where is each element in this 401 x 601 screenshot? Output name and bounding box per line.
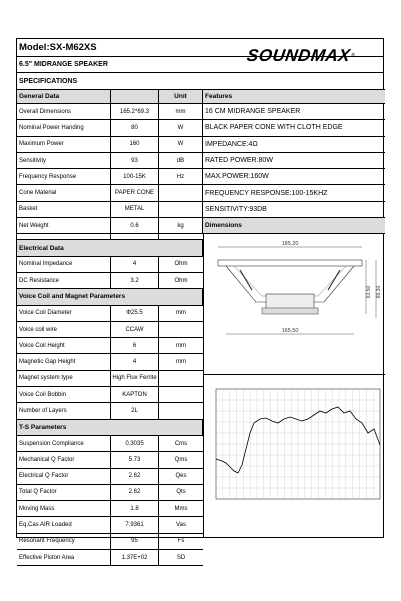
ts-row: [17, 436, 203, 452]
frequency-response-graph: [204, 375, 385, 515]
general-unit: mm: [159, 104, 203, 119]
general-header-row: [17, 90, 385, 104]
param-value: 2.62: [111, 485, 159, 500]
general-unit: W: [159, 120, 203, 135]
general-row: [17, 202, 385, 218]
spec-grid: [17, 89, 385, 234]
param-unit: mm: [176, 342, 186, 349]
param-unit: Ohm: [174, 261, 188, 268]
unit-heading: Unit: [159, 90, 203, 103]
general-unit: [159, 202, 203, 217]
general-row: [17, 169, 385, 185]
specifications-row: [17, 73, 383, 89]
param-label: Voice coil wire: [17, 322, 111, 337]
model-title: Model:SX-M62XS: [19, 42, 97, 53]
ts-row: [17, 501, 203, 517]
general-value: 100-15K: [111, 169, 159, 184]
spec-sheet: [16, 38, 384, 561]
general-value: 165.2*69.3: [111, 104, 159, 119]
param-value: Φ25.5: [111, 306, 159, 321]
general-row: [17, 185, 385, 201]
param-unit: Cms: [174, 440, 188, 447]
param-label: Number of Layers: [17, 403, 111, 418]
features-heading: Features: [205, 93, 233, 100]
ts-row: [17, 485, 203, 501]
registered-mark: ®: [351, 53, 355, 59]
bottom-dimension-label: 165.50: [281, 328, 299, 335]
general-row: [17, 153, 385, 169]
basket-spokes: [240, 270, 340, 290]
param-label: Moving Mass: [17, 501, 111, 516]
ts-row: [17, 469, 203, 485]
speaker-flange: [218, 260, 362, 266]
voice-coil-heading: Voice Coil and Magnet Parameters: [17, 289, 203, 305]
param-value: 1.37E+02: [111, 550, 159, 565]
param-value: 4: [111, 257, 159, 272]
voice-row: [17, 387, 203, 403]
side-dimension-label-1: 63.50: [366, 286, 372, 299]
general-label: Basket: [17, 202, 111, 217]
general-unit: W: [159, 137, 203, 152]
spacer-cell: [111, 234, 159, 239]
dimensions-heading: Dimensions: [203, 218, 385, 233]
param-unit: SD: [176, 554, 186, 561]
param-value: 0.3035: [111, 436, 159, 451]
param-label: Voice Coil Diameter: [17, 306, 111, 321]
magnet-plate: [262, 308, 318, 314]
ts-row: [17, 517, 203, 533]
param-unit: mm: [176, 359, 186, 366]
param-value: 2.62: [111, 469, 159, 484]
param-unit: [159, 371, 203, 386]
ts-parameters-heading: T-S Parameters: [17, 420, 203, 436]
general-row: [17, 218, 385, 234]
product-name: 6.5" MIDRANGE SPEAKER: [19, 61, 108, 68]
param-label: Total Q Factor: [17, 485, 111, 500]
parameter-column: [17, 234, 203, 566]
spacer-cell: [159, 234, 203, 239]
general-label: Frequency Response: [17, 169, 111, 184]
feature-item: FREQUENCY RESPONSE:100-15KHZ: [205, 189, 328, 197]
feature-item: 16 CM MIDRANGE SPEAKER: [205, 108, 301, 116]
ts-row: [17, 452, 203, 468]
param-unit: Mms: [174, 505, 188, 512]
param-unit: [159, 387, 203, 402]
param-value: 5.73: [111, 452, 159, 467]
param-unit: Qms: [174, 456, 188, 463]
general-value: 93: [111, 153, 159, 168]
voice-row: [17, 306, 203, 322]
general-row: [17, 120, 385, 136]
param-label: Suspension Compliance: [17, 436, 111, 451]
speaker-cone: [234, 266, 346, 296]
param-label: Resonant Frequency: [17, 534, 111, 549]
param-value: KAPTON: [111, 387, 159, 402]
param-value: 4: [111, 354, 159, 369]
param-label: Magnetic Gap Height: [17, 354, 111, 369]
general-value: 0.6: [111, 218, 159, 233]
brand-logo: [217, 39, 385, 73]
param-value: 95: [111, 534, 159, 549]
param-value: 2L: [111, 403, 159, 418]
general-row: [17, 137, 385, 153]
param-label: Electrical Q Factor: [17, 469, 111, 484]
specifications-label: SPECIFICATIONS: [19, 77, 78, 85]
param-value: 3.2: [111, 273, 159, 288]
param-unit: [159, 322, 203, 337]
param-unit: Vas: [176, 522, 186, 529]
general-value: 80: [111, 120, 159, 135]
param-unit: Fs: [177, 538, 185, 545]
feature-item: SENSITIVITY:93DB: [205, 205, 267, 213]
param-label: Voice Coil Height: [17, 338, 111, 353]
general-unit: dB: [159, 153, 203, 168]
param-label: Nominal Impedance: [17, 257, 111, 272]
voice-row: [17, 338, 203, 354]
drawing-column: [203, 234, 385, 537]
spacer-cell: [17, 234, 111, 239]
general-label: Cone Material: [17, 185, 111, 200]
param-unit: [159, 403, 203, 418]
general-data-heading: General Data: [17, 90, 111, 103]
general-unit: kg: [159, 218, 203, 233]
general-rows: [17, 104, 385, 234]
param-value: 7.9361: [111, 517, 159, 532]
param-label: Mechanical Q Factor: [17, 452, 111, 467]
param-unit: mm: [176, 310, 186, 317]
param-unit: Qts: [176, 489, 186, 496]
param-unit: Qes: [175, 473, 187, 480]
general-row: [17, 104, 385, 120]
general-blank-cell: [111, 90, 159, 103]
feature-item: MAX.POWER:160W: [205, 173, 269, 181]
param-unit: Ohm: [174, 277, 188, 284]
param-value: CCAW: [111, 322, 159, 337]
voice-row: [17, 371, 203, 387]
general-label: Overall Dimensions: [17, 104, 111, 119]
param-value: High Flux Ferrite: [111, 371, 159, 386]
voice-row: [17, 322, 203, 338]
electrical-row: [17, 257, 203, 273]
voice-row: [17, 354, 203, 370]
voice-row: [17, 403, 203, 419]
general-label: Net Weight: [17, 218, 111, 233]
param-label: Magnet system type: [17, 371, 111, 386]
general-value: METAL: [111, 202, 159, 217]
electrical-data-heading: Electrical Data: [17, 240, 203, 256]
param-value: 6: [111, 338, 159, 353]
param-label: DC Resistance: [17, 273, 111, 288]
general-label: Sensitivity: [17, 153, 111, 168]
ts-row: [17, 534, 203, 550]
param-label: Effective Piston Area: [17, 550, 111, 565]
general-value: PAPER CONE: [111, 185, 159, 200]
feature-item: RATED POWER:80W: [205, 157, 273, 165]
feature-item: BLACK PAPER CONE WITH CLOTH EDGE: [205, 124, 343, 132]
top-dimension-label: 185.20: [281, 241, 299, 248]
ts-row: [17, 550, 203, 566]
electrical-row: [17, 273, 203, 289]
general-value: 160: [111, 137, 159, 152]
param-value: 1.8: [111, 501, 159, 516]
feature-item: IMPEDANCE:4Ω: [205, 140, 258, 148]
brand-name: SOUNDMAX: [245, 46, 352, 65]
param-label: Eq.Cas AIR Loaded: [17, 517, 111, 532]
general-unit: [159, 185, 203, 200]
general-label: Maximum Power: [17, 137, 111, 152]
general-label: Nominal Power Handing: [17, 120, 111, 135]
side-dimension-label-2: 69.30: [376, 286, 382, 299]
general-unit: Hz: [159, 169, 203, 184]
param-label: Voice Coil Bobbin: [17, 387, 111, 402]
dimension-drawing: [204, 234, 385, 374]
